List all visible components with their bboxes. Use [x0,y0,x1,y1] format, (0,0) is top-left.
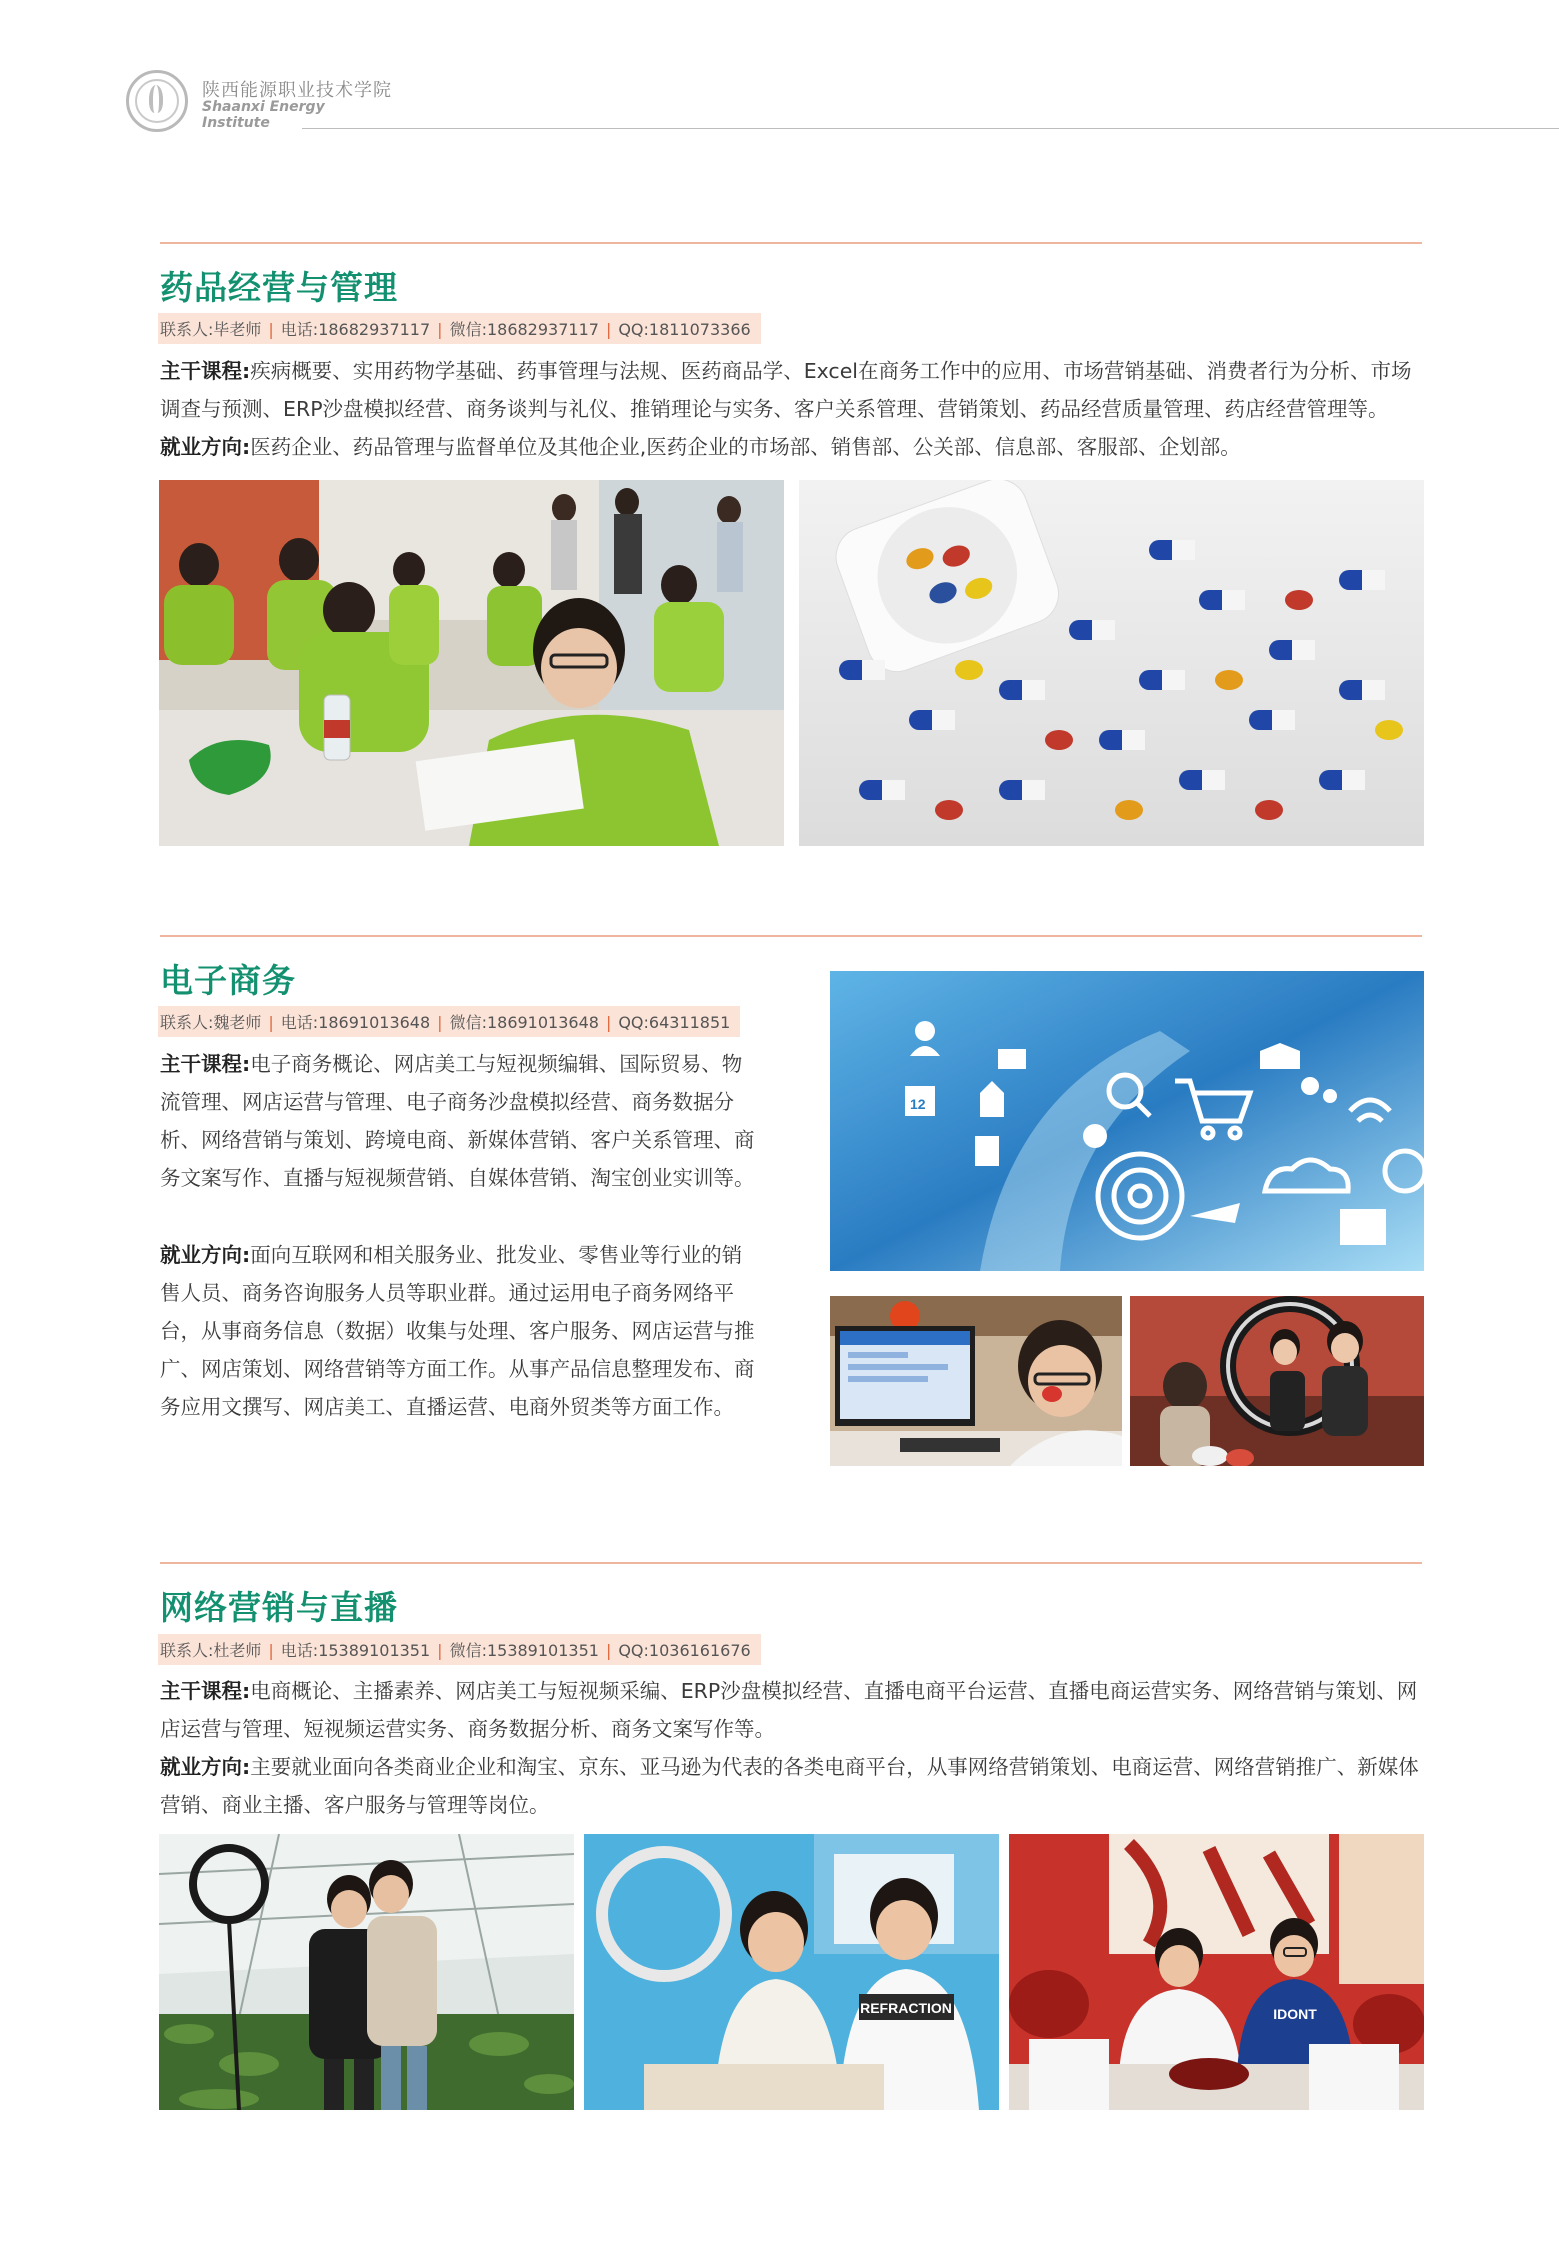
contact-phone: 电话:15389101351 [280,1641,431,1660]
jobs-label: 就业方向: [160,1755,251,1779]
contact-wechat: 微信:15389101351 [449,1641,599,1660]
courses-text: 电子商务概论、网店美工与短视频编辑、国际贸易、物流管理、网店运营与管理、电子商务沙盘模拟经营、商务数据分析、网络营销与策划、跨境电商、新媒体营销、客户关系管理、商务文案写作、直播与短视频营销、自媒体营销、淘宝创业实训等。 [160,1052,755,1190]
livestream-girls-photo [584,1834,999,2110]
section-divider [160,242,1422,244]
courses-text: 电商概论、主播素养、网店美工与短视频采编、ERP沙盘模拟经营、直播电商平台运营、直播电商运营实务、网络营销与策划、网店运营与管理、短视频运营实务、商务数据分析、商务文案写作等。 [160,1679,1418,1741]
jujube-livestream-photo [1009,1834,1424,2110]
computer-lab-photo [830,1296,1122,1466]
contact-phone: 电话:18682937117 [280,320,431,339]
courses-text: 疾病概要、实用药物学基础、药事管理与法规、医药商品学、Excel在商务工作中的应用、市场营销基础、消费者行为分析、市场调查与预测、ERP沙盘模拟经营、商务谈判与礼仪、推销理论与实务、客户关系管理、营销策划、药品经营质量管理、药店经营管理等。 [160,359,1412,421]
contact-qq: QQ:1811073366 [618,320,751,339]
jobs-paragraph [160,1236,758,1426]
school-name-cn: 陕西能源职业技术学院 [202,80,392,101]
courses-label: 主干课程: [160,359,251,383]
pills-photo [799,480,1424,846]
contact-qq: QQ:64311851 [618,1013,731,1032]
school-name-en-line2: Institute [202,115,270,131]
contact-bar: 联系人:杜老师 | 电话:15389101351 | 微信:15389101351 | QQ:1036161676 [158,1634,761,1665]
jobs-paragraph [160,428,1425,466]
shirt-text: REFRACTION [860,2000,952,2016]
contact-person: 联系人:魏老师 [160,1013,262,1032]
school-logo-icon [126,70,188,132]
courses-paragraph [160,1045,758,1197]
ecommerce-icons-photo [830,971,1424,1271]
contact-bar: 联系人:魏老师 | 电话:18691013648 | 微信:18691013648 | QQ:64311851 [158,1006,740,1037]
jobs-paragraph [160,1748,1425,1824]
school-name-en-line1: Shaanxi Energy [202,99,325,115]
contact-person: 联系人:杜老师 [160,1641,262,1660]
contact-qq: QQ:1036161676 [618,1641,751,1660]
classroom-photo [159,480,784,846]
header-divider [302,128,1559,129]
contact-person: 联系人:毕老师 [160,320,262,339]
section-divider [160,935,1422,937]
greenhouse-livestream-photo [159,1834,574,2110]
jobs-text: 主要就业面向各类商业企业和淘宝、京东、亚马逊为代表的各类电商平台，从事网络营销策划、电商运营、网络营销推广、新媒体营销、商业主播、客户服务与管理等岗位。 [160,1755,1419,1817]
section-title-pharma: 药品经营与管理 [160,268,398,307]
contact-wechat: 微信:18691013648 [449,1013,599,1032]
jobs-text: 面向互联网和相关服务业、批发业、零售业等行业的销售人员、商务咨询服务人员等职业群。通过运用电子商务网络平台，从事商务信息（数据）收集与处理、客户服务、网店运营与推广、网店策划、网络营销等方面工作。从事产品信息整理发布、商务应用文撰写、网店美工、直播运营、电商外贸类等方面工作。 [160,1243,755,1419]
courses-label: 主干课程: [160,1679,251,1703]
section-title-ecommerce: 电子商务 [160,961,296,1000]
courses-paragraph [160,352,1425,428]
courses-paragraph [160,1672,1425,1748]
jobs-text: 医药企业、药品管理与监督单位及其他企业,医药企业的市场部、销售部、公关部、信息部、客服部、企划部。 [250,435,1241,459]
section-title-live-marketing: 网络营销与直播 [160,1588,398,1627]
jobs-label: 就业方向: [160,435,251,459]
contact-bar: 联系人:毕老师 | 电话:18682937117 | 微信:18682937117 | QQ:1811073366 [158,313,761,344]
courses-label: 主干课程: [160,1052,251,1076]
contact-phone: 电话:18691013648 [280,1013,431,1032]
calendar-number: 12 [910,1096,926,1112]
jobs-label: 就业方向: [160,1243,251,1267]
school-name-en [202,99,325,131]
shirt-text-2: IDONT [1273,2006,1317,2022]
livestream-ring-light-photo [1130,1296,1424,1466]
contact-wechat: 微信:18682937117 [449,320,599,339]
section-divider [160,1562,1422,1564]
